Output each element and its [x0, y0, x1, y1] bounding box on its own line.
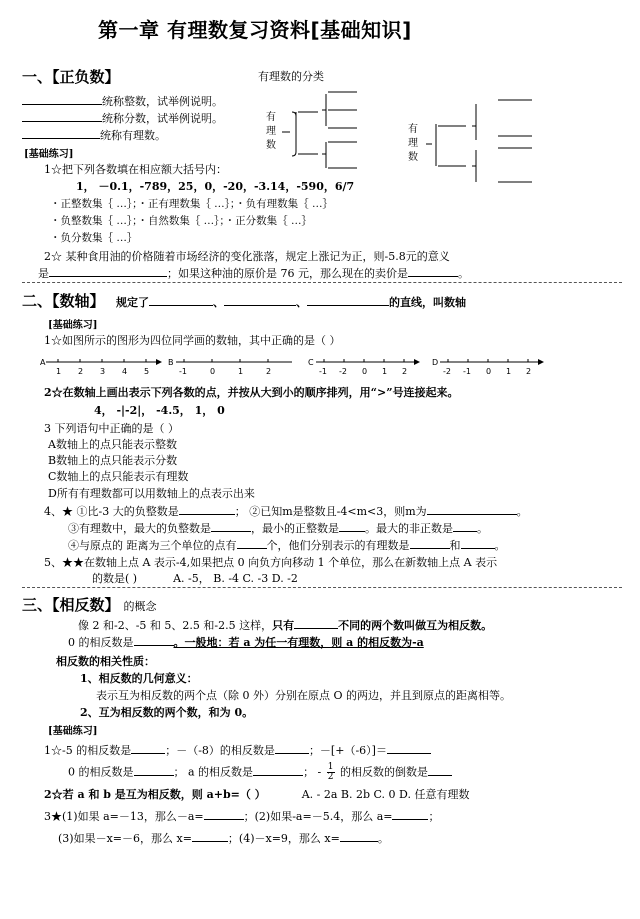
s1-sets-row-2: ・负整数集｛ …｝；・自然数集｛ …｝；・正分数集｛ …｝	[50, 215, 313, 227]
svg-text:1: 1	[382, 367, 388, 376]
s2-q2-numbers: 4， -|-2|， -4.5， 1， 0	[94, 404, 225, 417]
s3-q2: 2☆若 a 和 b 是互为相反数，则 a+b=（ ） A. - 2a B. 2b C. 0 D. 任意有理数	[44, 788, 470, 801]
classification-tree-right	[402, 90, 542, 190]
svg-text:3: 3	[100, 367, 106, 376]
s3-property-1-text: 表示互为相反数的两个点（除 0 外）分别在原点 O 的两边，并且到原点的距离相等。	[96, 689, 512, 702]
s1-sets-row-3: ・负分数集｛ …｝	[50, 232, 138, 244]
svg-text:-1: -1	[319, 367, 327, 376]
svg-text:数: 数	[408, 152, 418, 163]
svg-text:0: 0	[210, 367, 216, 376]
s2-q3-option-b: B数轴上的点只能表示分数	[48, 454, 178, 467]
s2-q1: 1☆如图所示的图形为四位同学画的数轴，其中正确的是（ ）	[44, 334, 341, 347]
svg-text:4: 4	[122, 367, 128, 376]
number-line-d	[432, 358, 544, 376]
s2-q3-option-a: A数轴上的点只能表示整数	[48, 438, 177, 451]
svg-text:有: 有	[408, 124, 418, 135]
s3-q1-line-1: 1☆-5 的相反数是 ；－（-8）的相反数是 ；－[+（-6）]＝	[44, 742, 431, 758]
s1-sets-row-1: ・正整数集｛ …｝；・正有理数集｛ …｝；・负有理数集｛ …｝	[50, 198, 334, 210]
svg-text:2: 2	[526, 367, 532, 376]
svg-text:理: 理	[266, 126, 276, 137]
classification-title: 有理数的分类	[258, 70, 324, 83]
s3-properties-heading: 相反数的相关性质：	[56, 655, 155, 668]
s1-q2-line-2: 是 ；如果这种油的原价是 76 元，那么现在的卖价是 。	[38, 267, 469, 280]
s2-q4-line-1: 4、★ ①比-3 大的负整数是 ； ②已知m是整数且-4<m<3，则m为 。	[44, 505, 528, 518]
svg-text:-1: -1	[463, 367, 471, 376]
s1-q2-line-1: 2☆ 某种食用油的价格随着市场经济的变化涨落，规定上涨记为正，则-5.8元的意义	[44, 250, 450, 263]
divider-2	[22, 587, 622, 588]
s1-line-3: 统称有理数。	[22, 127, 166, 143]
fraction-one-half: $\frac{1}{2}$	[327, 762, 334, 782]
svg-text:-1: -1	[179, 367, 187, 376]
svg-text:1: 1	[56, 367, 62, 376]
svg-text:1: 1	[238, 367, 244, 376]
svg-text:2: 2	[266, 367, 272, 376]
s2-q3: 3 下列语句中正确的是（ ）	[44, 422, 179, 435]
section-1-heading: 一、【正负数】	[22, 68, 120, 86]
section-3-heading-row: 三、【相反数】 的概念	[22, 596, 157, 614]
svg-text:-2: -2	[339, 367, 347, 376]
divider-1	[22, 282, 622, 283]
s2-q4-line-2: ③有理数中，最大的负整数是 ，最小的正整数是 。最大的非正数是 。	[68, 522, 488, 535]
s1-q1-numbers: 1， －0.1，-789，25，0，-20，-3.14，-590，6/7	[76, 180, 355, 193]
svg-text:0: 0	[362, 367, 368, 376]
s1-q1: 1☆把下列各数填在相应额大括号内：	[44, 163, 227, 176]
s1-practice-label: [基础练习]	[24, 149, 74, 160]
page-title: 第一章 有理数复习资料[基础知识]	[98, 18, 412, 42]
section-2-heading-row: 二、【数轴】 规定了 、 、 的直线，叫数轴	[22, 292, 467, 310]
s3-q3-line-1: 3★(1)如果 a=－13，那么－a= ；(2)如果-a=－5.4，那么 a= ；	[44, 810, 440, 823]
svg-text:1: 1	[506, 367, 512, 376]
s2-q2: 2☆在数轴上画出表示下列各数的点，并按从大到小的顺序排列，用“>”号连接起来。	[44, 386, 459, 399]
s3-paragraph-1: 像 2 和-2、-5 和 5、2.5 和-2.5 这样，只有 不同的两个数叫做互为相反数。	[78, 619, 493, 632]
s1-line-2: 统称分数，试举例说明。	[22, 110, 223, 126]
svg-text:0: 0	[486, 367, 492, 376]
s1-line-1: 统称整数，试举例说明。	[22, 93, 223, 109]
number-line-b	[168, 358, 292, 376]
svg-text:A: A	[40, 358, 46, 367]
s3-practice-label: [基础练习]	[48, 726, 98, 737]
svg-text:B: B	[168, 358, 174, 367]
number-line-a	[40, 358, 162, 376]
s3-q3-line-2: (3)如果－x=－6，那么 x= ；(4)－x=9，那么 x= 。	[58, 832, 389, 845]
number-line-c	[308, 358, 420, 376]
svg-text:理: 理	[408, 138, 418, 149]
svg-text:数: 数	[266, 140, 276, 151]
svg-text:有: 有	[266, 112, 276, 123]
svg-text:2: 2	[78, 367, 84, 376]
svg-text:2: 2	[402, 367, 408, 376]
number-line-options	[38, 352, 628, 382]
s2-q5-line-1: 5、★★在数轴上点 A 表示-4,如果把点 0 向负方向移动 1 个单位，那么在新数轴上点 A 表示	[44, 556, 498, 569]
s3-property-1: 1、相反数的几何意义：	[80, 672, 198, 685]
s2-practice-label: [基础练习]	[48, 320, 98, 331]
svg-text:5: 5	[144, 367, 150, 376]
svg-text:D: D	[432, 358, 439, 367]
classification-tree-left	[262, 82, 382, 182]
s2-q5-line-2: 的数是( ) A. -5， B. -4 C. -3 D. -2	[92, 572, 298, 585]
s3-property-2: 2、互为相反数的两个数，和为 0。	[80, 706, 254, 719]
s2-q3-option-d: D所有有理数都可以用数轴上的点表示出来	[48, 487, 255, 500]
s2-q3-option-c: C数轴上的点只能表示有理数	[48, 470, 189, 483]
s2-q4-line-3: ④与原点的 距离为三个单位的点有 个，他们分别表示的有理数是 和 。	[68, 539, 506, 552]
svg-text:-2: -2	[443, 367, 451, 376]
s3-q1-line-2: 0 的相反数是 ； a 的相反数是 ； - $\frac{1}{2}$ 的相反数的倒数是	[68, 763, 452, 782]
svg-text:C: C	[308, 358, 314, 367]
s3-paragraph-2: 0 的相反数是 。一般地：若 a 为任一有理数，则 a 的相反数为-a	[68, 636, 424, 649]
